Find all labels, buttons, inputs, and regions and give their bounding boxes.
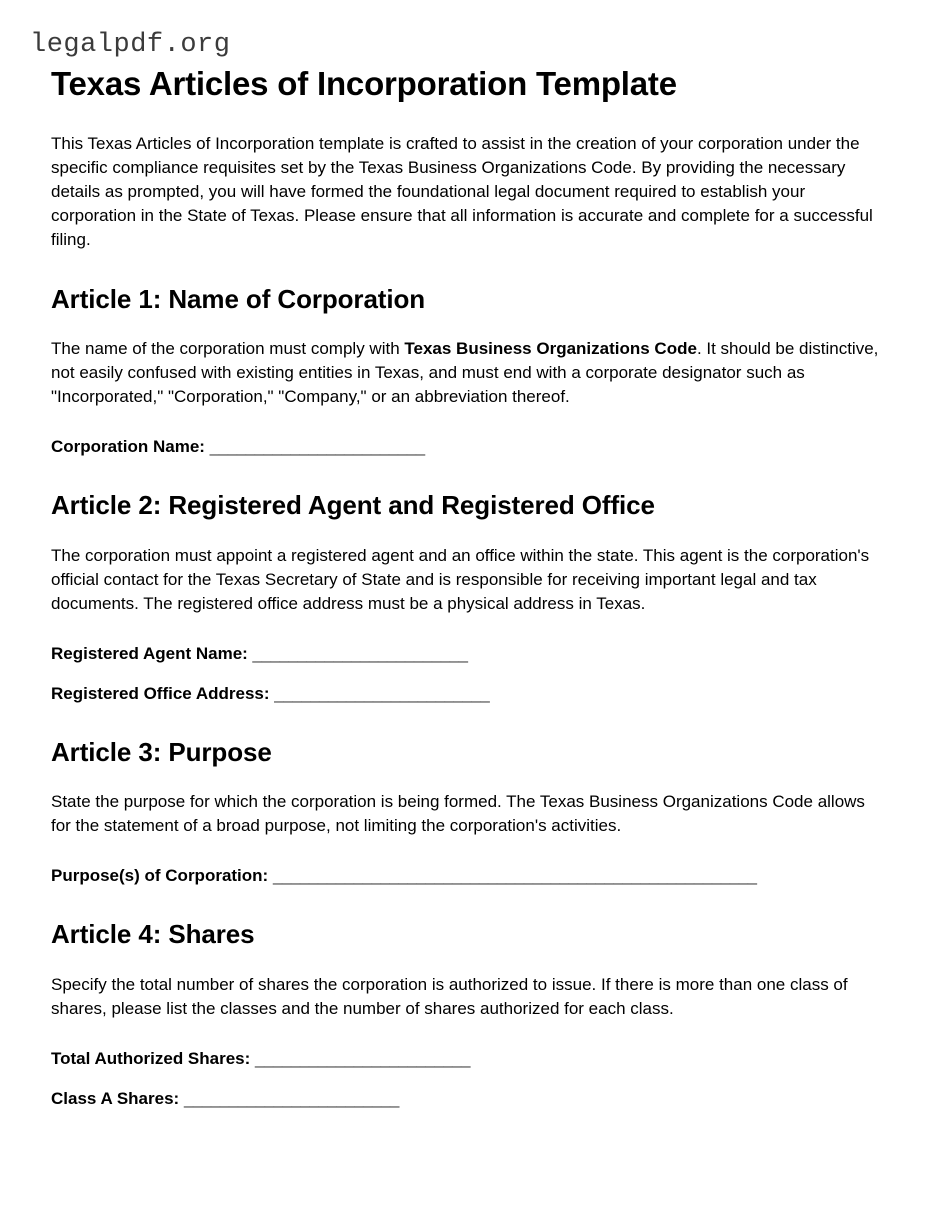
- field-total-authorized-shares-blank[interactable]: ________________________: [255, 1048, 470, 1068]
- field-registered-office-address[interactable]: [51, 682, 880, 706]
- field-purpose-of-corporation-blank[interactable]: ______________________________________________________: [272, 866, 757, 886]
- article-3-heading: Article 3: Purpose: [51, 736, 272, 767]
- article-2-body: The corporation must appoint a registered agent and an office within the state. This agent is the corporation's official contact for the Texas Secretary of State and is responsible for receiving important legal and tax documents. The registered office address must be a physical address in Texas.: [51, 545, 870, 613]
- field-registered-office-address-blank[interactable]: ________________________: [274, 683, 490, 703]
- field-registered-office-address-label: Registered Office Address:: [51, 683, 270, 703]
- field-corporation-name-label: Corporation Name:: [51, 437, 205, 457]
- field-registered-agent-name-label: Registered Agent Name:: [51, 644, 248, 664]
- intro-paragraph: This Texas Articles of Incorporation template is crafted to assist in the creation of your corporation under the specific compliance requisites set by the Texas Business Organizations Code. By providing the necessary details as prompted, you will have formed the foundational legal document required to establish your corporation in the State of Texas. Please ensure that all information is accurate and complete for a successful filing.: [51, 133, 873, 250]
- article-4-heading: Article 4: Shares: [51, 919, 255, 950]
- article-1-body-emphasis: Texas Business Organizations Code: [404, 339, 697, 358]
- article-4-fields: [51, 1047, 880, 1111]
- article-1-fields: [51, 435, 880, 459]
- field-corporation-name-blank[interactable]: ________________________: [209, 437, 425, 457]
- article-2-heading: Article 2: Registered Agent and Registered Office: [51, 490, 655, 521]
- article-section-4: [51, 918, 880, 1110]
- field-registered-agent-name[interactable]: [51, 642, 880, 666]
- field-purpose-of-corporation-label: Purpose(s) of Corporation:: [51, 866, 269, 886]
- article-1-body-part-1: The name of the corporation must comply with: [51, 339, 405, 358]
- field-class-a-shares-blank[interactable]: ________________________: [183, 1088, 399, 1108]
- field-class-a-shares[interactable]: [51, 1087, 880, 1111]
- field-purpose-of-corporation[interactable]: [51, 864, 880, 888]
- article-1-body-part-2: . It should be distinctive, not easily confused with existing entities in Texas, and must end with a corporate designator such as "Incorporated," "Corporation," "Company," or an abbreviation thereof.: [51, 339, 879, 407]
- article-1-body: [51, 337, 880, 409]
- article-2-fields: [51, 642, 880, 706]
- article-section-2: [51, 489, 880, 705]
- article-4-body: Specify the total number of shares the corporation is authorized to issue. If there is more than one class of shares, please list the classes and the number of shares authorized for each class.: [51, 974, 848, 1018]
- field-total-authorized-shares[interactable]: [51, 1047, 880, 1071]
- site-brand-legalpdf: legalpdf.org: [30, 30, 231, 60]
- page-title: Texas Articles of Incorporation Template: [51, 65, 677, 102]
- article-1-heading: Article 1: Name of Corporation: [51, 283, 426, 314]
- article-section-1: [51, 283, 880, 460]
- article-3-body: State the purpose for which the corporation is being formed. The Texas Business Organizations Code allows for the statement of a broad purpose, not limiting the corporation's activities.: [51, 792, 865, 836]
- field-total-authorized-shares-label: Total Authorized Shares:: [51, 1048, 251, 1068]
- field-corporation-name[interactable]: [51, 435, 880, 459]
- article-3-fields: [51, 864, 880, 888]
- article-section-3: [51, 736, 880, 889]
- field-class-a-shares-label: Class A Shares:: [51, 1088, 180, 1108]
- field-registered-agent-name-blank[interactable]: ________________________: [252, 644, 468, 664]
